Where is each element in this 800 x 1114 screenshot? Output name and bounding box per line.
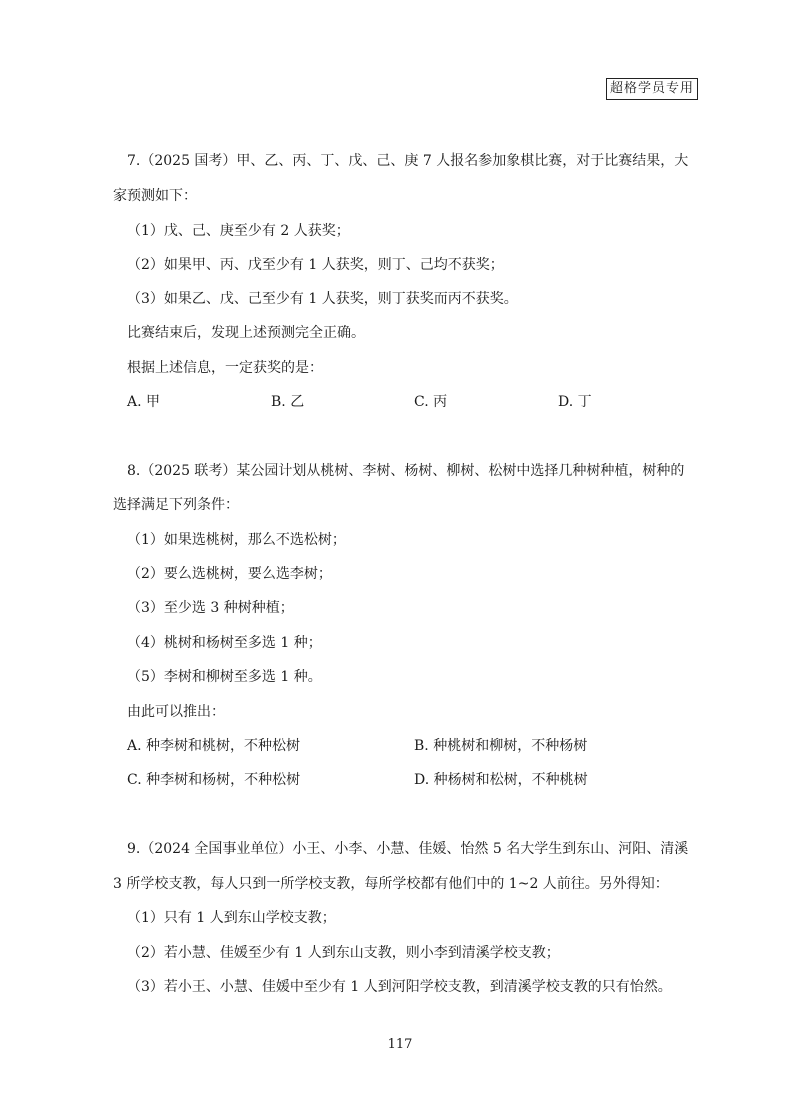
q7-condition-1: （1）戊、己、庚至少有 2 人获奖； (127, 223, 350, 239)
q7-statement-1: 比赛结束后，发现上述预测完全正确。 (127, 325, 365, 341)
q8-question: 由此可以推出： (127, 704, 225, 720)
q9-condition-3: （3）若小王、小慧、佳媛中至少有 1 人到河阳学校支教，到清溪学校支教的只有怡然。 (127, 979, 672, 995)
q8-condition-5: （5）李树和柳树至多选 1 种。 (127, 669, 322, 685)
q8-condition-4: （4）桃树和杨树至多选 1 种； (127, 635, 322, 651)
q9-stem-line2: 3 所学校支教，每人只到一所学校支教，每所学校都有他们中的 1~2 人前往。另外得知： (113, 876, 669, 892)
q8-option-a: A. 种李树和桃树，不种松树 (127, 738, 301, 754)
student-only-badge: 超格学员专用 (606, 78, 698, 100)
q8-option-d: D. 种杨树和松树，不种桃树 (414, 772, 588, 788)
q9-condition-2: （2）若小慧、佳媛至少有 1 人到东山支教，则小李到清溪学校支教； (127, 945, 560, 961)
page-number: 117 (387, 1037, 413, 1052)
q7-option-c: C. 丙 (414, 394, 448, 410)
q9-condition-1: （1）只有 1 人到东山学校支教； (127, 910, 336, 926)
q7-question: 根据上述信息，一定获奖的是： (127, 360, 323, 376)
q7-option-d: D. 丁 (558, 394, 592, 410)
q7-condition-2: （2）如果甲、丙、戊至少有 1 人获奖，则丁、己均不获奖； (127, 257, 504, 273)
q7-option-a: A. 甲 (127, 394, 161, 410)
q8-stem-line2: 选择满足下列条件： (113, 497, 239, 513)
q7-stem-line1: 7.（2025 国考）甲、乙、丙、丁、戊、己、庚 7 人报名参加象棋比赛，对于比赛结果，大 (127, 153, 689, 169)
q8-option-b: B. 种桃树和柳树，不种杨树 (414, 738, 588, 754)
q8-condition-1: （1）如果选桃树，那么不选松树； (127, 532, 346, 548)
q7-stem-line2: 家预测如下： (113, 188, 197, 204)
q8-stem-line1: 8.（2025 联考）某公园计划从桃树、李树、杨树、柳树、松树中选择几种树种植，树种的 (127, 463, 685, 479)
q8-condition-2: （2）要么选桃树，要么选李树； (127, 566, 332, 582)
q7-option-b: B. 乙 (271, 394, 305, 410)
q8-condition-3: （3）至少选 3 种树种植； (127, 600, 294, 616)
q9-stem-line1: 9.（2024 全国事业单位）小王、小李、小慧、佳媛、怡然 5 名大学生到东山、河阳、清溪 (127, 841, 689, 857)
q8-option-c: C. 种李树和杨树，不种松树 (127, 772, 301, 788)
q7-condition-3: （3）如果乙、戊、己至少有 1 人获奖，则丁获奖而丙不获奖。 (127, 291, 518, 307)
